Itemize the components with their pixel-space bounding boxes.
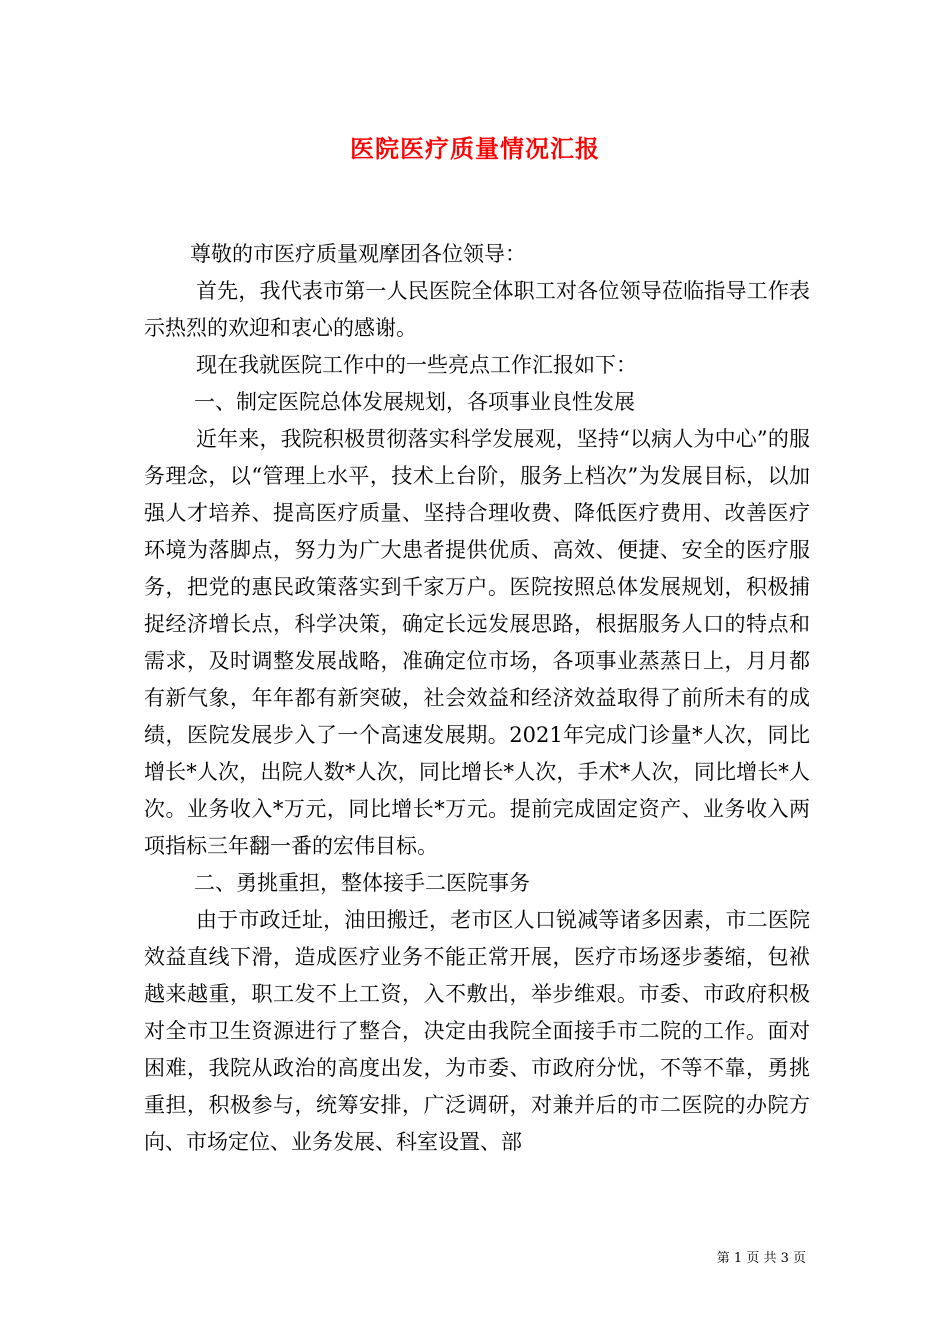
- paragraph-opening: 首先，我代表市第一人民医院全体职工对各位领导莅临指导工作表示热烈的欢迎和衷心的感谢。: [144, 279, 810, 340]
- salutation: 尊敬的市医疗质量观摩团各位领导：: [190, 242, 526, 266]
- paragraph-section-2: 由于市政迁址，油田搬迁，老市区人口锐减等诸多因素，市二医院效益直线下滑，造成医疗业务不能正常开展，医疗市场逐步萎缩，包袱越来越重，职工发不上工资，入不敷出，举步维艰。市委、市政府积极对全市卫生资源进行了整合，决定由我院全面接手市二院的工作。面对困难，我院从政治的高度出发，为市委、市政府分忧，不等不靠，勇挑重担，积极参与，统筹安排，广泛调研，对兼并后的市二医院的办院方向、市场定位、业务发展、科室设置、部: [144, 908, 810, 1154]
- paragraph-intro: 现在我就医院工作中的一些亮点工作汇报如下：: [196, 353, 637, 377]
- page-number: 第 1 页 共 3 页: [716, 1251, 806, 1266]
- section-heading-2: 二、勇挑重担，整体接手二医院事务: [194, 871, 530, 895]
- document-title: 医院医疗质量情况汇报: [350, 134, 600, 163]
- paragraph-section-1: 近年来，我院积极贯彻落实科学发展观，坚持“以病人为中心”的服务理念，以“管理上水平，技术上台阶，服务上档次”为发展目标，以加强人才培养、提高医疗质量、坚持合理收费、降低医疗费用、改善医疗环境为落脚点，努力为广大患者提供优质、高效、便捷、安全的医疗服务，把党的惠民政策落实到千家万户。医院按照总体发展规划，积极捕捉经济增长点，科学决策，确定长远发展思路，根据服务人口的特点和需求，及时调整发展战略，准确定位市场，各项事业蒸蒸日上，月月都有新气象，年年都有新突破，社会效益和经济效益取得了前所未有的成绩，医院发展步入了一个高速发展期。2021年完成门诊量*人次，同比增长*人次，出院人数*人次，同比增长*人次，手术*人次，同比增长*人次。业务收入*万元，同比增长*万元。提前完成固定资产、业务收入两项指标三年翻一番的宏伟目标。: [144, 427, 810, 858]
- section-heading-1: 一、制定医院总体发展规划，各项事业良性发展: [194, 390, 635, 414]
- document-body: [144, 236, 810, 1161]
